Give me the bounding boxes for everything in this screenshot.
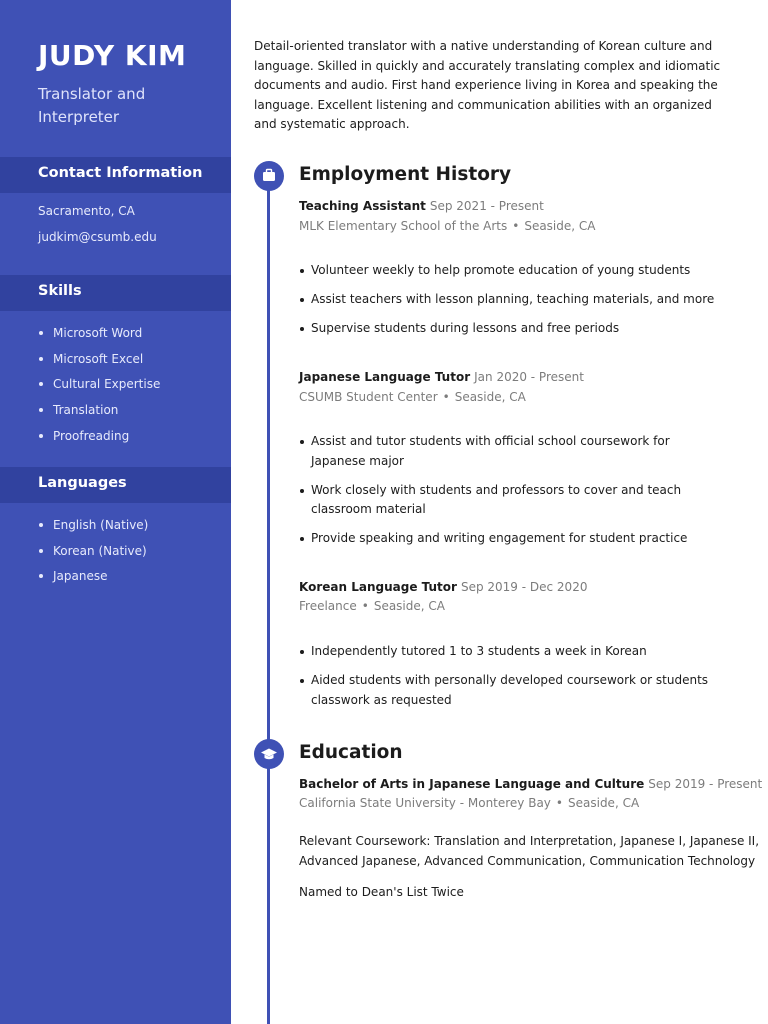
job-bullet: Supervise students during lessons and free periods (299, 319, 719, 339)
job-bullet: Independently tutored 1 to 3 students a week in Korean (299, 642, 719, 662)
job-bullet: Provide speaking and writing engagement for student practice (299, 529, 719, 549)
job-title: Korean Language Tutor (299, 580, 457, 594)
job-header (299, 580, 587, 594)
job-header (299, 370, 584, 384)
degree-title: Bachelor of Arts in Japanese Language and Culture (299, 777, 645, 791)
language-item: Korean (Native) (38, 543, 148, 569)
contact-section-title: Contact Information (38, 165, 203, 181)
briefcase-icon (254, 161, 284, 191)
job-bullet: Volunteer weekly to help promote education of young students (299, 261, 719, 281)
education-section-title: Education (299, 742, 403, 763)
job-title: Teaching Assistant (299, 199, 426, 213)
job-location: Seaside, CA (373, 599, 445, 613)
relevant-coursework: Relevant Coursework: Translation and Interpretation, Japanese I, Japanese II, Advanced Japanese, Advanced Communication, Communication Technology (299, 834, 760, 868)
skill-item: Translation (38, 402, 160, 428)
contact-email[interactable]: judkim@csumb.edu (38, 230, 157, 244)
job-employer-line: CSUMB Student Center • Seaside, CA (299, 390, 526, 404)
school-name: California State University - Monterey Bay (299, 796, 551, 810)
skills-section-header (0, 275, 231, 311)
job-bullets (299, 432, 719, 558)
job-employer-line: Freelance • Seaside, CA (299, 599, 445, 613)
job-bullets (299, 261, 719, 348)
job-employer: CSUMB Student Center (299, 390, 438, 404)
job-employer-line: MLK Elementary School of the Arts • Seaside, CA (299, 219, 596, 233)
languages-list (38, 517, 148, 594)
job-bullet: Work closely with students and professors to cover and teach classroom material (299, 481, 719, 520)
school-line: California State University - Monterey Bay • Seaside, CA (299, 796, 640, 810)
job-employer: Freelance (299, 599, 357, 613)
job-dates: Sep 2019 - Dec 2020 (460, 580, 588, 594)
school-location: Seaside, CA (568, 796, 640, 810)
timeline-line (267, 176, 270, 1024)
degree-header (299, 777, 762, 791)
job-dates: Sep 2021 - Present (429, 199, 544, 213)
candidate-name: JUDY KIM (38, 39, 187, 72)
languages-section-header (0, 467, 231, 503)
sidebar (0, 0, 231, 1024)
skill-item: Proofreading (38, 428, 160, 454)
graduation-cap-icon (254, 739, 284, 769)
language-item: English (Native) (38, 517, 148, 543)
job-bullet: Assist teachers with lesson planning, teaching materials, and more (299, 290, 719, 310)
skill-item: Cultural Expertise (38, 376, 160, 402)
contact-section-header (0, 157, 231, 193)
honors: Named to Dean's List Twice (299, 885, 464, 899)
skill-item: Microsoft Word (38, 325, 160, 351)
skills-list (38, 325, 160, 453)
skills-section-title: Skills (38, 283, 82, 299)
job-bullet: Aided students with personally developed coursework or students classwork as requested (299, 671, 719, 710)
profile-summary: Detail-oriented translator with a native understanding of Korean culture and language. Skilled in quickly and accurately translating complex and idiomatic documents and audio. First hand experience living in Korea and speaking the language. Excellent listening and communication abilities with an organized and systematic approach. (254, 39, 721, 132)
employment-section-title: Employment History (299, 164, 512, 185)
languages-section-title: Languages (38, 475, 127, 491)
job-bullets (299, 642, 719, 720)
job-header (299, 199, 544, 213)
candidate-role: Translator and Interpreter (38, 85, 146, 126)
job-title: Japanese Language Tutor (299, 370, 471, 384)
language-item: Japanese (38, 568, 148, 594)
job-dates: Jan 2020 - Present (474, 370, 584, 384)
job-location: Seaside, CA (524, 219, 596, 233)
contact-location: Sacramento, CA (38, 204, 135, 218)
degree-dates: Sep 2019 - Present (648, 777, 763, 791)
job-employer: MLK Elementary School of the Arts (299, 219, 508, 233)
skill-item: Microsoft Excel (38, 351, 160, 377)
job-location: Seaside, CA (454, 390, 526, 404)
job-bullet: Assist and tutor students with official school coursework for Japanese major (299, 432, 719, 471)
